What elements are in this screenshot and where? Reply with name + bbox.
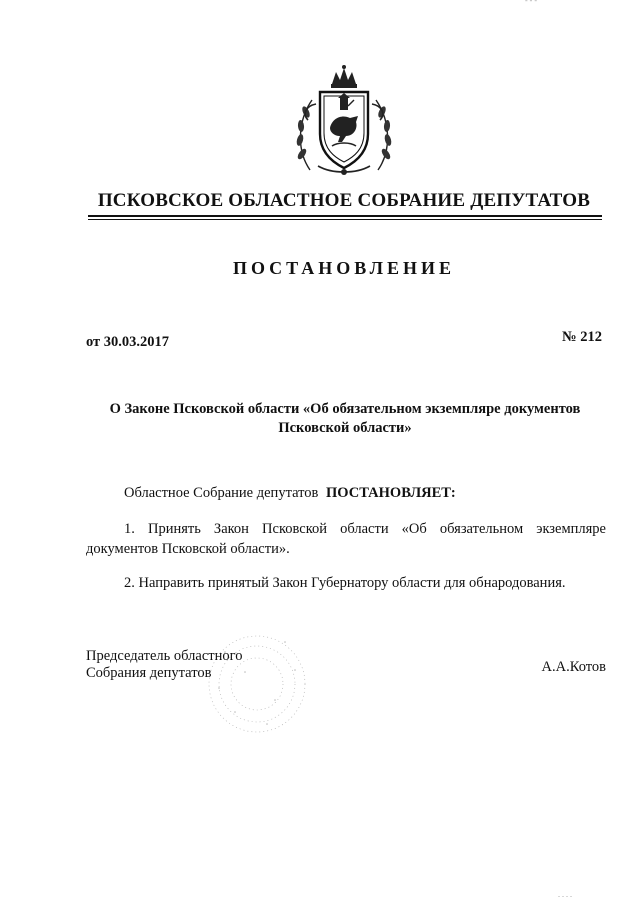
corner-mark: . . . . <box>558 890 572 899</box>
subject-line-2: Псковской области» <box>278 420 412 436</box>
decree-item-2: 2. Направить принятый Закон Губернатору области для обнародования. <box>124 575 566 591</box>
signatory-position <box>86 648 242 682</box>
official-stamp <box>205 622 315 742</box>
signatory-position-line-1: Председатель областного <box>86 648 243 664</box>
subject-line-1: О Законе Псковской области «Об обязательном экземпляре документов <box>109 401 581 417</box>
header-rule-thick <box>88 215 602 217</box>
org-title: ПСКОВСКОЕ ОБЛАСТНОЕ СОБРАНИЕ ДЕПУТАТОВ <box>97 190 591 211</box>
header-rule-thin <box>88 219 602 220</box>
coat-of-arms-icon <box>292 62 396 180</box>
document-number: № 212 <box>562 329 602 345</box>
decree-intro-text: Областное Собрание депутатов <box>124 485 319 501</box>
decree-word: ПОСТАНОВЛЯЕТ: <box>326 485 456 501</box>
document-subject <box>90 400 600 438</box>
document-type: ПОСТАНОВЛЕНИЕ <box>232 258 456 278</box>
decree-item-1: 1. Принять Закон Псковской области «Об обязательном экземпляре документов Псковской области». <box>86 521 606 557</box>
decree-intro <box>124 485 456 502</box>
signatory-name: А.А.Котов <box>541 659 606 675</box>
corner-mark: - - - <box>525 0 537 5</box>
signatory-position-line-2: Собрания депутатов <box>86 665 212 681</box>
document-date: от 30.03.2017 <box>86 334 170 350</box>
